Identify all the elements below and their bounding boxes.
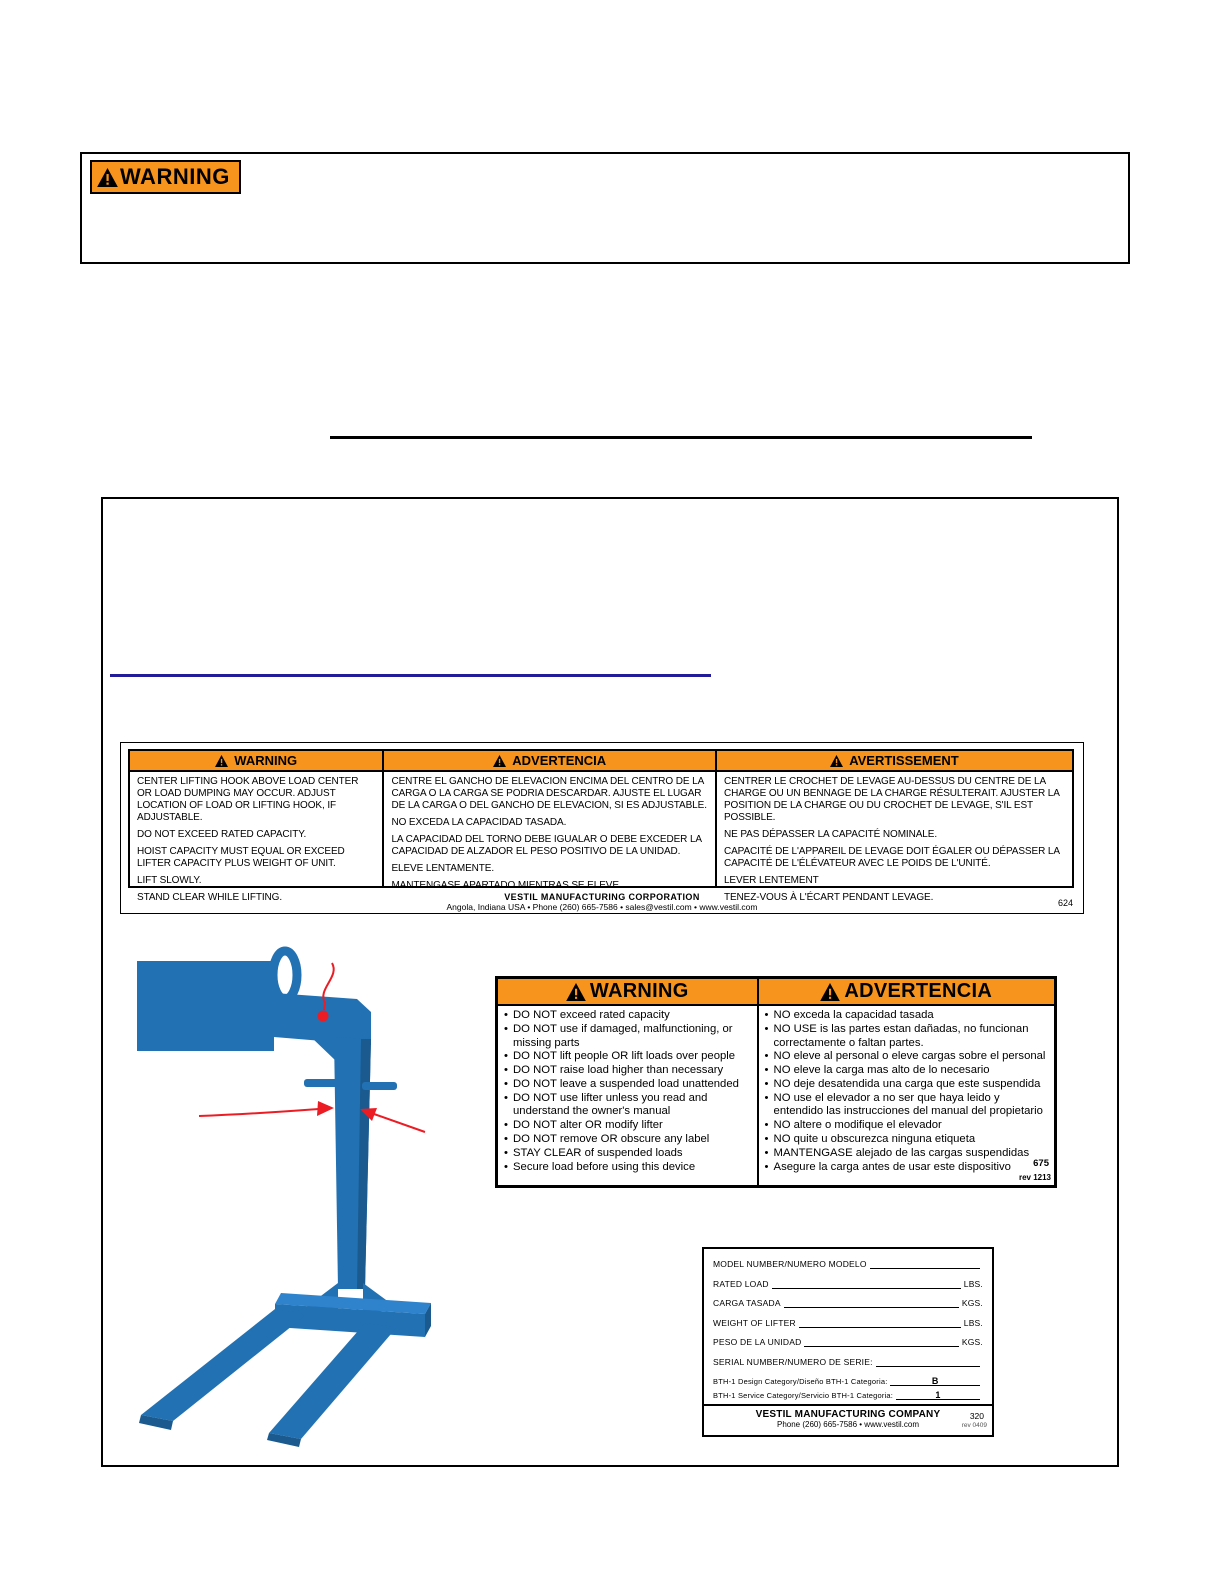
field-label: BTH-1 Service Category/Servicio BTH-1 Categoria: xyxy=(713,1390,894,1400)
warning-triangle-icon xyxy=(215,755,228,767)
pallet-lifter-illustration xyxy=(133,933,465,1451)
arm-gusset xyxy=(311,1037,336,1061)
warning-column-french xyxy=(715,751,1072,903)
blank-underline xyxy=(784,1297,959,1308)
field-label: SERIAL NUMBER/NUMERO DE SERIE: xyxy=(713,1356,873,1367)
column-header-text: ADVERTENCIA xyxy=(512,753,607,768)
warning-paragraph: STAND CLEAR WHILE LIFTING. xyxy=(137,892,283,903)
warning-item: • Secure load before using this device xyxy=(502,1161,754,1175)
warning-item: • MANTENGASE alejado de las cargas suspendidas xyxy=(763,1147,1051,1161)
warning-paragraph: CENTER LIFTING HOOK ABOVE LOAD CENTER OR LOAD DUMPING MAY OCCUR. ADJUST LOCATION OF LOAD OR LIFTING HOOK, IF ADJUSTABLE. xyxy=(137,776,359,823)
model-label-row xyxy=(713,1356,983,1367)
trilingual-warning-label xyxy=(120,742,1084,914)
fork-left xyxy=(141,1309,307,1421)
column-header-french xyxy=(717,751,1072,772)
model-label-row xyxy=(713,1389,983,1400)
warning-triangle-icon xyxy=(97,168,118,187)
warning-item: • NO use el elevador a no ser que haya leido y entendido las instrucciones del manual del propietario xyxy=(763,1092,1051,1120)
warning-item: • NO eleve al personal o eleve cargas sobre el personal xyxy=(763,1050,1051,1064)
bilingual-header-text: ADVERTENCIA xyxy=(844,980,993,1002)
handle-bar-right xyxy=(362,1082,397,1090)
warning-item: • NO exceda la capacidad tasada xyxy=(763,1009,1051,1023)
warning-column-spanish xyxy=(382,751,715,891)
warning-list-spanish xyxy=(757,1006,1054,1185)
labels-panel xyxy=(101,497,1119,1467)
column-header-spanish xyxy=(384,751,715,772)
model-label-row xyxy=(713,1336,983,1347)
warning-paragraph: HOIST CAPACITY MUST EQUAL OR EXCEED LIFTER CAPACITY PLUS WEIGHT OF UNIT. xyxy=(137,846,345,869)
callout-dot xyxy=(318,1011,329,1022)
warning-paragraph: LEVER LENTEMENT xyxy=(723,875,819,886)
bilingual-header-english xyxy=(498,979,757,1004)
model-label-rows xyxy=(713,1258,983,1402)
blank-underline xyxy=(772,1278,961,1289)
column-header-text: WARNING xyxy=(234,753,298,768)
label-part-number: 320 xyxy=(969,1411,984,1421)
warning-paragraph: ELEVE LENTAMENTE. xyxy=(391,863,495,874)
blank-underline xyxy=(870,1258,980,1269)
column-body xyxy=(384,772,715,901)
warning-item: • NO eleve la carga mas alto de lo necesario xyxy=(763,1064,1051,1078)
field-label: CARGA TASADA xyxy=(713,1298,781,1308)
field-label: RATED LOAD xyxy=(713,1278,769,1289)
model-label-footer xyxy=(704,1404,992,1435)
warning-paragraph: MANTENGASE APARTADO MIENTRAS SE ELEVE. xyxy=(391,880,622,891)
label-part-number: 624 xyxy=(1057,898,1073,908)
warning-item: • STAY CLEAR of suspended loads xyxy=(502,1147,754,1161)
warning-paragraph: DO NOT EXCEED RATED CAPACITY. xyxy=(137,829,307,840)
section-underline xyxy=(110,674,711,677)
warning-triangle-icon xyxy=(493,755,506,767)
warning-header-text: WARNING xyxy=(120,164,230,189)
warning-item: • NO quite u obscurezca ninguna etiqueta xyxy=(763,1133,1051,1147)
blank-underline xyxy=(876,1356,980,1367)
callout-arrow-right-line xyxy=(374,1114,425,1132)
unit-label: KGS. xyxy=(961,1298,983,1308)
warning-item: • DO NOT lift people OR lift loads over people xyxy=(502,1050,754,1064)
model-label-row xyxy=(713,1375,983,1386)
blank-underline xyxy=(890,1375,980,1386)
unit-label: KGS. xyxy=(961,1337,983,1347)
manufacturer-name: VESTIL MANUFACTURING COMPANY xyxy=(755,1409,941,1420)
warning-list-english xyxy=(498,1006,757,1185)
model-number-label xyxy=(702,1247,994,1437)
callout-arrow-left-line xyxy=(199,1109,318,1116)
warning-item: • NO deje desatendida una carga que este suspendida xyxy=(763,1078,1051,1092)
warning-item: • NO USE is las partes estan dañadas, no funcionan correctamente o faltan partes. xyxy=(763,1023,1051,1051)
lifting-eye xyxy=(273,951,297,999)
divider-line xyxy=(330,436,1032,439)
label-revision: rev 0409 xyxy=(961,1422,987,1429)
label-footer xyxy=(121,892,1083,912)
callout-arrow-left-head xyxy=(317,1101,334,1116)
warning-paragraph: CENTRE EL GANCHO DE ELEVACION ENCIMA DEL CENTRO DE LA CARGA O LA CARGA SE PODRIA DESCARDAR. AJUSTE EL LUGAR DE LA CARGA O DEL GANCHO DE ELEVACION, SI ES ADJUSTABLE. xyxy=(391,776,707,811)
unit-label: LBS. xyxy=(963,1317,983,1328)
top-warning-panel xyxy=(80,152,1130,264)
blank-underline xyxy=(896,1389,980,1400)
warning-column-english xyxy=(130,751,382,903)
warning-item: • DO NOT raise load higher than necessary xyxy=(502,1064,754,1078)
column-header-english xyxy=(130,751,382,772)
field-value: 1 xyxy=(935,1389,941,1400)
manufacturer-address: Angola, Indiana USA • Phone (260) 665-7586 • sales@vestil.com • www.vestil.com xyxy=(446,902,758,912)
warning-paragraph: NO EXCEDA LA CAPACIDAD TASADA. xyxy=(391,817,567,828)
fork-right xyxy=(269,1323,397,1439)
field-value: B xyxy=(931,1376,939,1386)
warning-item: • DO NOT use lifter unless you read and understand the owner's manual xyxy=(502,1092,754,1120)
warning-paragraph: LIFT SLOWLY. xyxy=(137,875,202,886)
manufacturer-name: VESTIL MANUFACTURING CORPORATION xyxy=(504,892,700,902)
label-part-number: 675 xyxy=(1033,1158,1049,1169)
warning-paragraph: TENEZ-VOUS À L'ÉCART PENDANT LEVAGE. xyxy=(723,892,934,903)
warning-item: • Asegure la carga antes de usar este dispositivo xyxy=(763,1161,1051,1175)
warning-header-label xyxy=(90,160,241,194)
bilingual-warning-label xyxy=(495,976,1057,1188)
field-label: BTH-1 Design Category/Diseño BTH-1 Categoria: xyxy=(713,1377,888,1386)
warning-item: • DO NOT use if damaged, malfunctioning, or missing parts xyxy=(502,1023,754,1051)
unit-label: LBS. xyxy=(963,1278,983,1289)
model-label-row xyxy=(713,1258,983,1269)
counterweight-box xyxy=(137,961,274,1051)
bilingual-header-spanish xyxy=(757,979,1054,1004)
model-label-row xyxy=(713,1317,983,1328)
warning-item: • DO NOT leave a suspended load unattended xyxy=(502,1078,754,1092)
warning-item: • NO altere o modifique el elevador xyxy=(763,1119,1051,1133)
blank-underline xyxy=(799,1317,961,1328)
bilingual-header-row xyxy=(498,979,1054,1006)
warning-paragraph: LA CAPACIDAD DEL TORNO DEBE IGUALAR O DEBE EXCEDER LA CAPACIDAD DE ALZADOR EL PESO POSITIVO DE LA UNIDAD. xyxy=(391,834,702,857)
handle-bar-left xyxy=(304,1079,339,1087)
warning-triangle-icon xyxy=(830,755,843,767)
bilingual-header-text: WARNING xyxy=(589,980,689,1002)
field-label: MODEL NUMBER/NUMERO MODELO xyxy=(713,1259,867,1269)
warning-item: • DO NOT alter OR modify lifter xyxy=(502,1119,754,1133)
label-revision: rev 1213 xyxy=(1018,1173,1051,1182)
warning-paragraph: CAPACITÉ DE L'APPAREIL DE LEVAGE DOIT ÉGALER OU DÉPASSER LA CAPACITÉ DE L'ÉLÉVATEUR AVEC LE POIDS DE L'UNITÉ. xyxy=(723,846,1060,869)
warning-paragraph: NE PAS DÉPASSER LA CAPACITÉ NOMINALE. xyxy=(723,829,937,840)
warning-item: • DO NOT exceed rated capacity xyxy=(502,1009,754,1023)
blank-underline xyxy=(804,1336,958,1347)
manufacturer-phone: Phone (260) 665-7586 • www.vestil.com xyxy=(777,1420,919,1429)
warning-triangle-icon xyxy=(566,983,586,1001)
model-label-row xyxy=(713,1278,983,1289)
warning-item: • DO NOT remove OR obscure any label xyxy=(502,1133,754,1147)
field-label: WEIGHT OF LIFTER xyxy=(713,1317,796,1328)
model-label-row xyxy=(713,1297,983,1308)
column-header-text: AVERTISSEMENT xyxy=(849,753,959,768)
field-label: PESO DE LA UNIDAD xyxy=(713,1337,802,1347)
warning-triangle-icon xyxy=(820,983,840,1001)
warning-paragraph: CENTRER LE CROCHET DE LEVAGE AU-DESSUS DU CENTRE DE LA CHARGE OU UN BENNAGE DE LA CHARGE RÉSULTERAIT. AJUSTER LA POSITION DE LA CHARGE OU DU CROCHET DE LEVAGE, S'IL EST POSSIBLE. xyxy=(723,776,1060,823)
bilingual-body xyxy=(498,1006,1054,1185)
